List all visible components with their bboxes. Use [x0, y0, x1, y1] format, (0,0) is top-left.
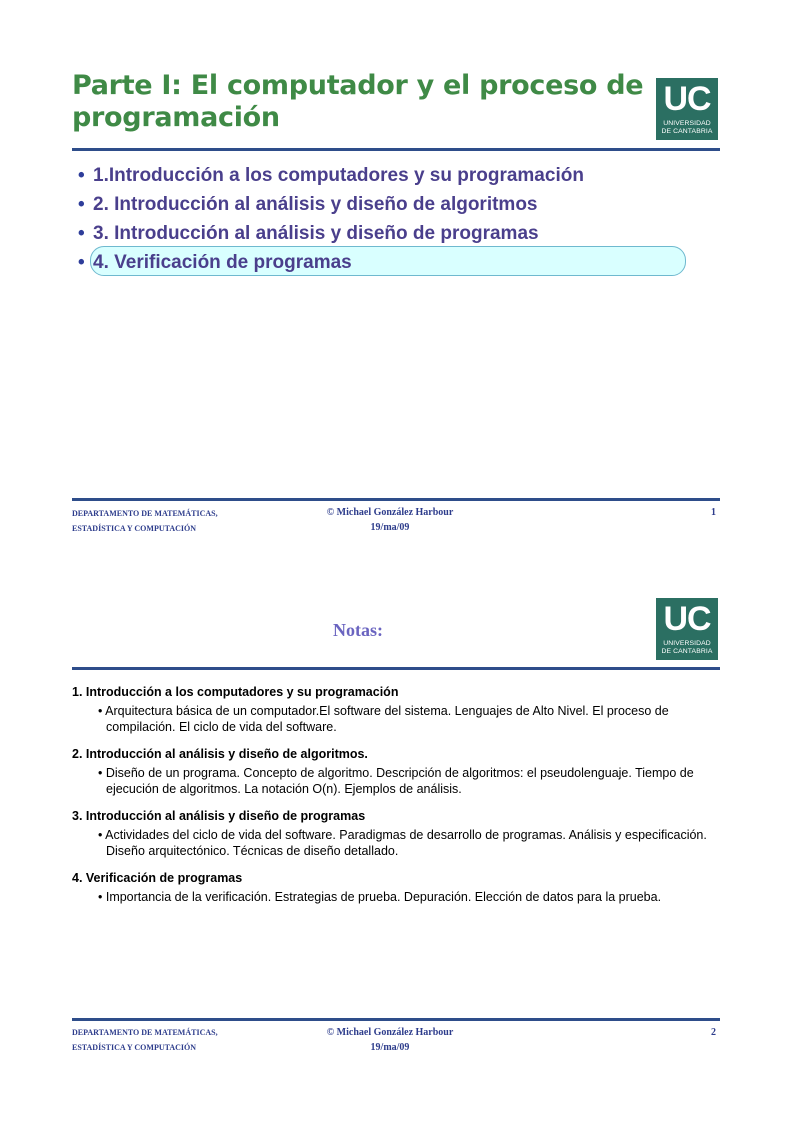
note-section	[72, 684, 722, 735]
note-section	[72, 808, 722, 859]
notes-header-rule	[72, 667, 720, 670]
note-section	[72, 870, 722, 905]
footer-date: 19/ma/09	[370, 522, 410, 533]
note-body: • Actividades del ciclo de vida del software. Paradigmas de desarrollo de programas. Análisis y especificación. Diseño arquitectónico. Técnicas de diseño detallado.	[98, 828, 707, 858]
topic-list	[78, 164, 698, 280]
note-heading: 4. Verificación de programas	[72, 871, 243, 885]
footer-date: 19/ma/09	[370, 1042, 410, 1053]
topic-label: 1.Introducción a los computadores y su programación	[93, 165, 584, 186]
footer-author: © Michael González Harbour	[326, 1027, 454, 1038]
bullet: •	[78, 165, 85, 186]
slide-header-rule	[72, 148, 720, 151]
note-section	[72, 746, 722, 797]
slide-title: Parte I: El computador y el proceso de programación	[72, 70, 644, 133]
note-body: • Diseño de un programa. Concepto de algoritmo. Descripción de algoritmos: el pseudolenguaje. Tiempo de ejecución de algoritmos. La notación O(n). Ejemplos de análisis.	[98, 766, 694, 796]
logo-line2: DE CANTABRIA	[661, 128, 713, 135]
notes-content	[72, 684, 722, 916]
footer-author-block	[300, 1025, 480, 1055]
logo-line2: DE CANTABRIA	[661, 648, 713, 655]
list-item	[78, 251, 698, 280]
notes-title: Notas:	[333, 620, 383, 640]
logo-letters: UC	[663, 80, 711, 118]
list-item	[78, 222, 698, 251]
footer-department	[72, 1025, 272, 1055]
topic-label: 4. Verificación de programas	[93, 252, 352, 273]
note-heading: 2. Introducción al análisis y diseño de algoritmos.	[72, 747, 368, 761]
topic-label: 3. Introducción al análisis y diseño de programas	[93, 223, 539, 244]
list-item	[78, 164, 698, 193]
dept-line2: ESTADÍSTICA Y COMPUTACIÓN	[72, 524, 197, 533]
bullet: •	[78, 252, 85, 273]
footer-department	[72, 506, 272, 536]
list-item	[78, 193, 698, 222]
footer-author-block	[300, 505, 480, 535]
topic-label: 2. Introducción al análisis y diseño de algoritmos	[93, 194, 538, 215]
uc-logo	[656, 598, 718, 660]
bullet: •	[78, 194, 85, 215]
footer-author: © Michael González Harbour	[326, 507, 454, 518]
uc-logo	[656, 78, 718, 140]
note-heading: 1. Introducción a los computadores y su programación	[72, 685, 399, 699]
dept-line1: DEPARTAMENTO DE MATEMÁTICAS,	[72, 509, 218, 518]
footer-rule	[72, 1018, 720, 1021]
bullet: •	[78, 223, 85, 244]
logo-letters: UC	[663, 600, 711, 638]
logo-line1: UNIVERSIDAD	[663, 120, 711, 127]
logo-line1: UNIVERSIDAD	[663, 640, 711, 647]
note-heading: 3. Introducción al análisis y diseño de programas	[72, 809, 366, 823]
page-number: 1	[711, 507, 716, 518]
page-number: 2	[711, 1027, 716, 1038]
dept-line2: ESTADÍSTICA Y COMPUTACIÓN	[72, 1043, 197, 1052]
footer-rule	[72, 498, 720, 501]
note-body: • Importancia de la verificación. Estrategias de prueba. Depuración. Elección de datos para la prueba.	[98, 890, 662, 904]
note-body: • Arquitectura básica de un computador.El software del sistema. Lenguajes de Alto Nivel. El proceso de compilación. El ciclo de vida del software.	[98, 704, 669, 734]
dept-line1: DEPARTAMENTO DE MATEMÁTICAS,	[72, 1028, 218, 1037]
